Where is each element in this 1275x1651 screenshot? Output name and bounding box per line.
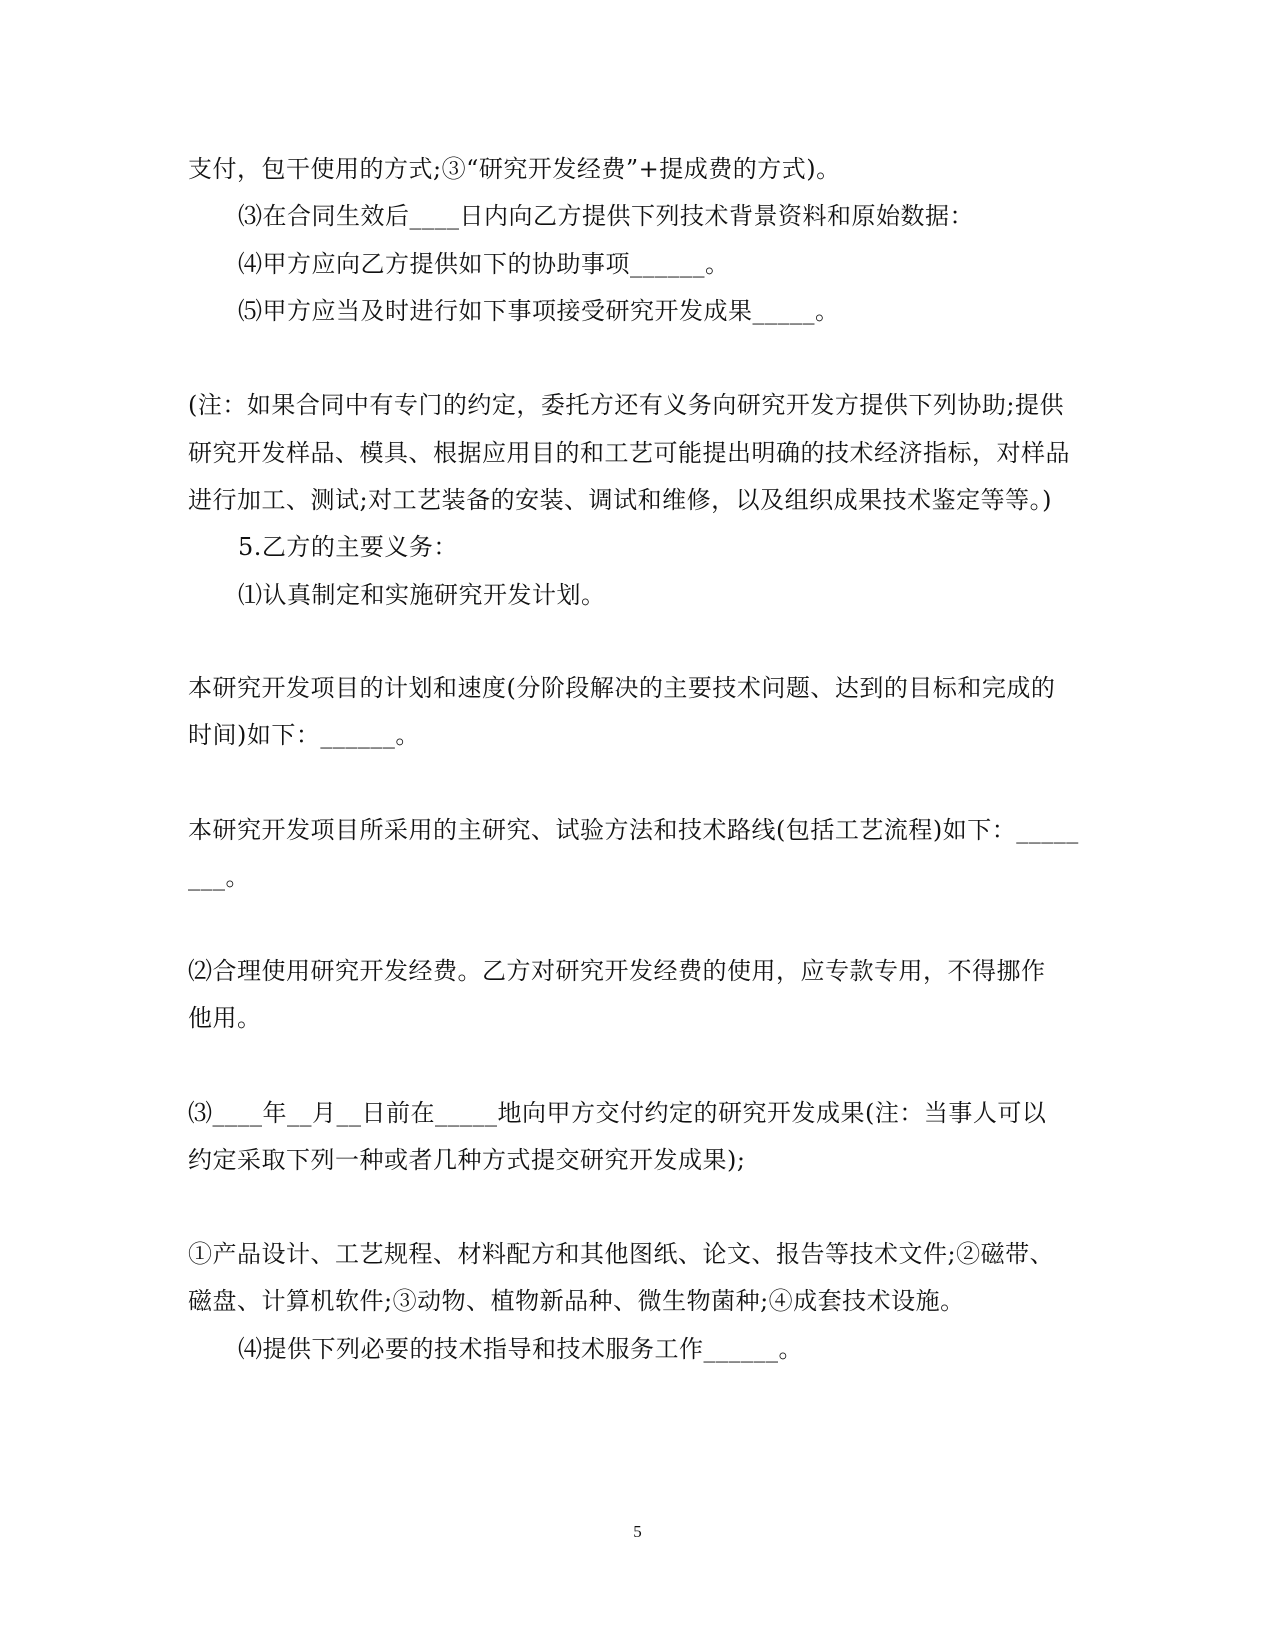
text-line: 进行加工、测试;对工艺装备的安装、调试和维修，以及组织成果技术鉴定等等。) — [188, 486, 1052, 514]
text-line: 研究开发样品、模具、根据应用目的和工艺可能提出明确的技术经济指标，对样品 — [188, 439, 1070, 467]
text-line: ⑶____年__月__日前在_____地向甲方交付约定的研究开发成果(注：当事人可以 — [188, 1099, 1047, 1127]
page-number: 5 — [633, 1522, 642, 1541]
text-line: 约定采取下列一种或者几种方式提交研究开发成果); — [188, 1146, 746, 1174]
text-line: 磁盘、计算机软件;③动物、植物新品种、微生物菌种;④成套技术设施。 — [188, 1287, 965, 1315]
text-line: (注：如果合同中有专门的约定，委托方还有义务向研究开发方提供下列协助;提供 — [188, 391, 1064, 419]
text-line: 时间)如下：______。 — [188, 721, 420, 749]
text-line: ⑶在合同生效后____日内向乙方提供下列技术背景资料和原始数据： — [238, 202, 974, 230]
text-line: ⑵合理使用研究开发经费。乙方对研究开发经费的使用，应专款专用，不得挪作 — [188, 957, 1046, 985]
text-line: 本研究开发项目所采用的主研究、试验方法和技术路线(包括工艺流程)如下：_____ — [188, 816, 1079, 844]
text-line: 本研究开发项目的计划和速度(分阶段解决的主要技术问题、达到的目标和完成的 — [188, 674, 1056, 702]
text-line: ___。 — [188, 863, 250, 891]
text-line: ①产品设计、工艺规程、材料配方和其他图纸、论文、报告等技术文件;②磁带、 — [188, 1240, 1055, 1268]
text-line: ⑷甲方应向乙方提供如下的协助事项______。 — [238, 250, 730, 278]
text-line: ⑷提供下列必要的技术指导和技术服务工作______。 — [238, 1335, 803, 1363]
text-line: 他用。 — [188, 1004, 262, 1032]
text-line: ⑴认真制定和实施研究开发计划。 — [238, 581, 606, 609]
section-heading: 5.乙方的主要义务： — [238, 533, 458, 561]
text-line: ⑸甲方应当及时进行如下事项接受研究开发成果_____。 — [238, 297, 840, 325]
text-line: 支付，包干使用的方式;③“研究开发经费”+提成费的方式)。 — [188, 155, 841, 183]
